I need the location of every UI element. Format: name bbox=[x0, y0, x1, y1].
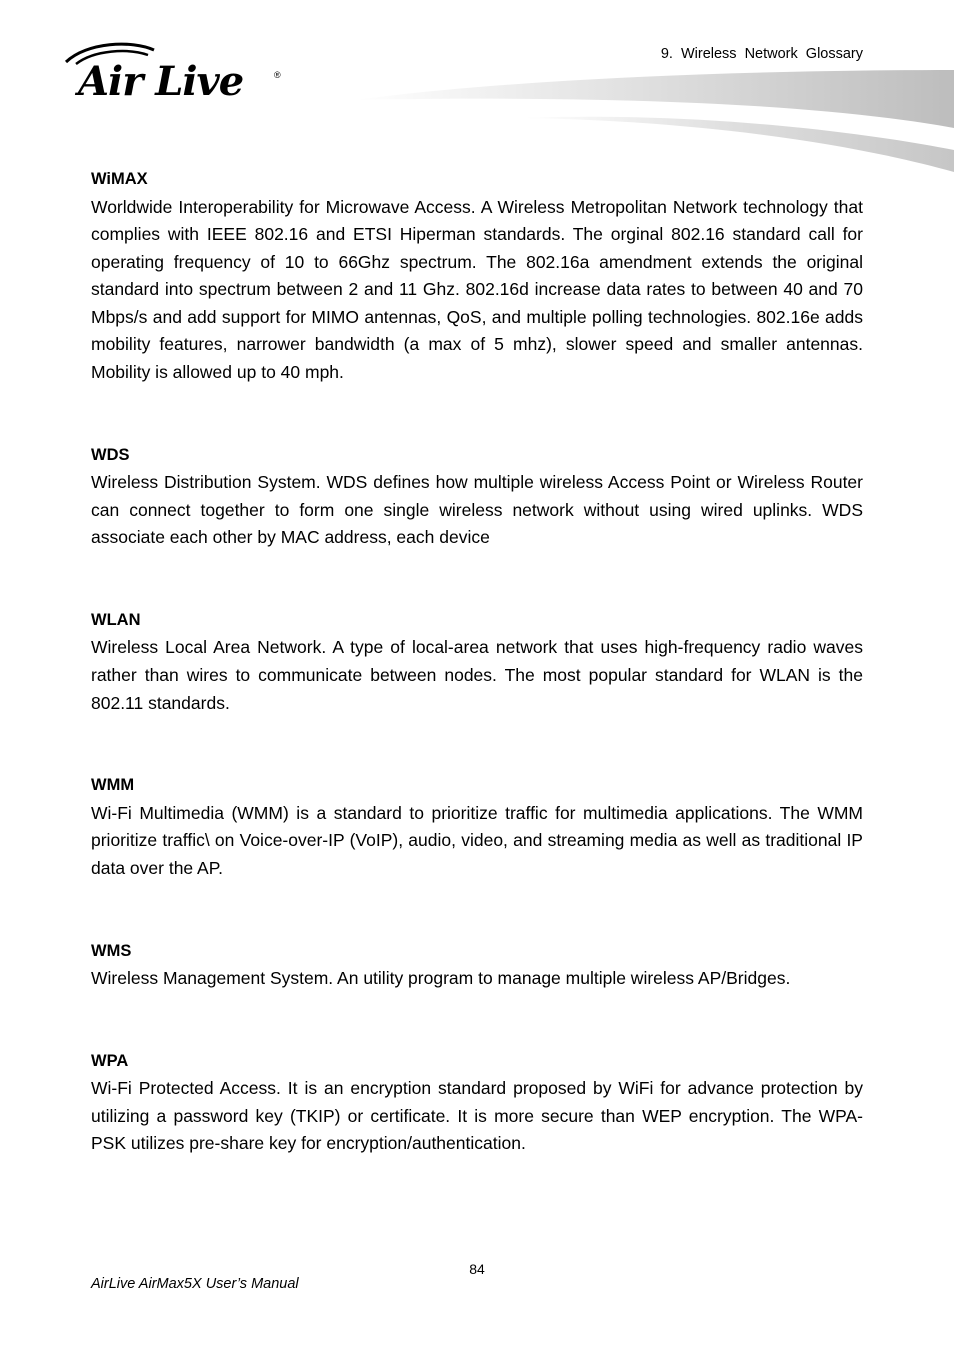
glossary-entry-wimax bbox=[91, 166, 863, 387]
registered-mark: ® bbox=[274, 70, 281, 80]
glossary-definition: Wi-Fi Protected Access. It is an encryption standard proposed by WiFi for advance protection by utilizing a password key (TKIP) or certificate. It is more secure than WEP encryption. The WPA-PSK utilizes pre-share key for encryption/authentication. bbox=[91, 1078, 863, 1154]
section-title: 9. Wireless Network Glossary bbox=[660, 46, 863, 62]
glossary-entry-wms bbox=[91, 938, 863, 993]
manual-title: AirLive AirMax5X User’s Manual bbox=[91, 1276, 299, 1292]
page-header bbox=[0, 0, 954, 180]
glossary-definition: Worldwide Interoperability for Microwave Access. A Wireless Metropolitan Network technology that complies with IEEE 802.16 and ETSI Hiperman standards. The orginal 802.16 standard call for operating frequency of 10 to 66Ghz spectrum. The 802.16a amendment extends the original standard into spectrum between 2 and 11 Ghz. 802.16d increase data rates to between 40 and 70 Mbps/s and add support for MIMO antennas, QoS, and multiple polling technologies. 802.16e adds mobility features, narrower bandwidth (a max of 5 mhz), slower speed and smaller antennas. Mobility is allowed up to 40 mph. bbox=[91, 196, 863, 383]
glossary-entry-wds bbox=[91, 442, 863, 552]
logo-wordmark: Air Live bbox=[78, 58, 244, 105]
glossary-entry-wpa bbox=[91, 1048, 863, 1158]
glossary-term: WPA bbox=[91, 1051, 129, 1070]
glossary-term: WLAN bbox=[91, 610, 141, 629]
glossary-term: WMS bbox=[91, 941, 132, 960]
glossary-definition: Wireless Management System. An utility program to manage multiple wireless AP/Bridges. bbox=[91, 968, 791, 988]
glossary-term: WiMAX bbox=[91, 170, 148, 188]
glossary-definition: Wireless Distribution System. WDS defines how multiple wireless Access Point or Wireless Router can connect together to form one single wireless network without using wired uplinks. WDS associate each other by MAC address, each device bbox=[91, 472, 863, 548]
page-number: 84 bbox=[469, 1261, 485, 1277]
glossary-content bbox=[91, 166, 863, 1158]
glossary-entry-wmm bbox=[91, 772, 863, 882]
airlive-logo bbox=[62, 40, 292, 110]
glossary-term: WDS bbox=[91, 445, 130, 464]
glossary-term: WMM bbox=[91, 776, 135, 795]
glossary-entry-wlan bbox=[91, 607, 863, 717]
glossary-definition: Wireless Local Area Network. A type of local-area network that uses high-frequency radio waves rather than wires to communicate between nodes. The most popular standard for WLAN is the 802.11 standards. bbox=[91, 637, 863, 713]
glossary-definition: Wi-Fi Multimedia (WMM) is a standard to prioritize traffic for multimedia applications. The WMM prioritize traffic\ on Voice-over-IP (VoIP), audio, video, and streaming media as well as traditional IP data over the AP. bbox=[91, 802, 863, 878]
